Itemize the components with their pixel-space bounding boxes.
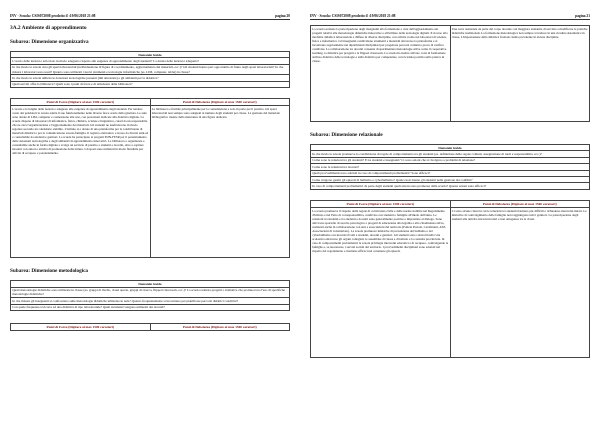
weaknesses-header: Punti di Debolezza (Digitare al max 1500 caratteri) — [450, 200, 590, 207]
page-number: pagina 21 — [575, 14, 590, 18]
guide-questions-table — [10, 51, 290, 88]
strengths-weaknesses-table — [310, 200, 590, 358]
weaknesses-text: La biblioteca e fruibile principalmente per la consultazione e solo in parte per il prestito. Gli spazi laboratoriali non sempre sono adeguati al numero degli studenti per classe. La gestione del materiale bibliografico risente della mancanza di una figura dedicata. — [150, 106, 290, 258]
running-header — [10, 14, 290, 20]
strengths-header: Punti di Forza (Digitare al max 1500 caratteri) — [311, 200, 451, 207]
guide-question: In che modo la scuola utilizza le dotazioni tecnologiche presenti (lim attrezzate) e gli ambienti per la didattica? — [11, 75, 290, 81]
guide-question: In che modo la scuola cura gli spazi laboratoriali (individuazione di figure di coordinamento, aggiornamento dei materiali, ecc.)? Gli studenti hanno pari opportunita di fruire degli spazi laboratoriali? In che misura i laboratori sono usati? Quanto sono utilizzati i nuovi strumenti e tecnologie informatiche (es. LIM, computer, tablet) in classe? — [11, 64, 290, 75]
guide-question: Come vengono gestiti gli episodi di bullismo e cyberbullismo? Quale ruolo hanno gli studenti nella gestione dei conflitti? — [311, 176, 590, 182]
strengths-header: Punti di Forza (Digitare al max 1500 caratteri) — [11, 99, 151, 106]
page-number: pagina 20 — [275, 14, 290, 18]
right-page — [300, 0, 600, 424]
header-school-info: INV - Scuola: CSIS072008 prodotto il :19/06/2018 21:08 — [10, 14, 96, 18]
strengths-text: La scuola sostiene la partecipazione degli insegnanti alla formazione e cura dell'aggiornamento sui progetti relativi alle metodologie didattiche innovative e all'utilizzo delle tecnologie digitali. Il ricorso alla modalita didattica laboratoriale e diffuso in diverse discipline, con attivita svolte nei laboratori di scienze, fisica e informatica. Gli insegnanti condividono strumenti e materiali attraverso la piattaforma e si incontrano regolarmente nei dipartimenti disciplinari per progettare percorsi comuni e prove di verifica condivise. La collaborazione tra docenti consente di sperimentare metodologie attive come il cooperative learning, la didattica per progetti e la flipped classroom. La scuola ha inoltre attivato corsi di formazione sull'uso didattico delle tecnologie e sulla didattica per competenze, con ricaduta positiva sulla pratica in classe. — [311, 26, 451, 122]
subarea-title: Subarea: Dimensione metodologica — [10, 268, 89, 275]
guide-header: Domande Guida — [11, 281, 290, 287]
guide-question: Come sono le relazioni tra docenti? — [311, 164, 590, 170]
guide-question: Come sono le relazioni tra gli studenti? E tra studenti e insegnanti? Ci sono azioni che si rivolgono a problemi di relazione? — [311, 157, 590, 163]
guide-questions-table — [310, 144, 590, 190]
guide-question: In che misura gli insegnanti si confrontano sulle metodologie didattiche utilizzate in aula? Quanto frequentemente si incontrano per pianificare percorsi didattici condivisi? — [11, 298, 290, 304]
weaknesses-header: Punti di Debolezza (Digitare al max 1500 caratteri) — [150, 323, 290, 330]
section-title: 3A.2 Ambiente di apprendimento — [10, 25, 87, 31]
subarea-title: Subarea: Dimensione organizzativa — [10, 39, 89, 45]
guide-question: Quali servizi offre la biblioteca? Quali sono i punti di forza e di debolezza della biblioteca? — [11, 81, 290, 87]
strengths-text: La scuola promuove il rispetto delle regole di convivenza civile e delle norme stabilite nel Regolamento d'Istituto e nel Patto di corresponsabilita, condiviso con studenti e famiglie all'inizio dell'anno. Le relazioni tra studenti e tra studenti e docenti sono generalmente positive e improntate al dialogo. Sono attivi uno sportello di ascolto psicologico e progetti di educazione alla legalita e alla cittadinanza attiva, realizzati anche in collaborazione con enti e associazioni del territorio (Polizia Postale, Carabinieri, ASP, Associazioni di volontariato). La scuola promuove iniziative di prevenzione del bullismo e del cyberbullismo con incontri rivolti a studenti, docenti e genitori. Gli studenti sono coinvolti nella vita scolastica attraverso gli organi collegiali, le assemblee di classe e di istituto e la consulta provinciale. In caso di comportamenti problematici la scuola privilegia interventi educativi e di recupero, coinvolgendo le famiglie e, se necessario, i servizi sociali del territorio. I provvedimenti disciplinari sono adottati nel rispetto del regolamento e risultano efficaci nel contenere gli episodi. — [311, 207, 451, 357]
guide-header: Domande Guida — [311, 145, 590, 151]
strengths-weaknesses-table — [10, 323, 290, 331]
guide-question: In che modo la scuola promuove la condivisione di regole di comportamento tra gli studenti (es. definizione delle regole comuni, assegnazione di ruoli e responsabilita, ecc.)? — [311, 151, 590, 157]
strengths-header: Punti di Forza (Digitare al max 1500 caratteri) — [11, 323, 151, 330]
guide-question: Quali provvedimenti sono adottati in caso di comportamenti problematici? Sono efficaci? — [311, 170, 590, 176]
header-school-info: INV - Scuola: CSIS072008 prodotto il :19/06/2018 21:08 — [310, 14, 396, 18]
weaknesses-text: Ci sono alcune classi in cui le relazioni tra studenti risultano piu difficili e richiedono interventi mirati. Le iniziative di coinvolgimento delle famiglie non raggiungono tutti i genitori. La partecipazione degli studenti alle attivita extracurricolari e non omogenea tra le classi. — [450, 207, 590, 357]
guide-header: Domande Guida — [11, 52, 290, 58]
guide-question: In caso di comportamenti problematici da parte degli studenti quali azioni sono promosse dalla scuola? Queste azioni sono efficaci? — [311, 183, 590, 189]
strengths-text: L'orario e le lunghe delle lezioni e adeguato alle esigenze di apprendimento degli studenti. Per tendere conto dei pendolari la scuola adatta il suo funzionamento nelle diverse fasce orarie della giornata. Le aule sono dotate di LIM, computer e connessione alla rete, con postazioni dedicate alla didattica digitale. La scuola dispone di laboratori di informatica, fisica, chimica, scienze e linguistico, curati da un responsabile che ne cura l'organizzazione e l'aggiornamento dei materiali. Gli studenti ne usufruiscono in modo regolare secondo un calendario stabilito. L'istituto si e dotato di una piattaforma per la condivisione di materiali didattici e per la comunicazione scuola-famiglia. Il registro elettronico e in uso da diversi anni ed e consultabile da studenti e genitori. La scuola ha partecipato ai progetti PON-FESR per il potenziamento delle dotazioni tecnologiche e degli ambienti di apprendimento innovativi. La biblioteca e organizzata e consultabile anche in forma digitale e svolge un servizio di prestito a studenti e docenti, oltre a ospitare incontri con autori e attivita di promozione della lettura. Gli spazi sono utilizzati in modo flessibile per attivita di recupero e potenziamento. — [11, 106, 151, 258]
guide-question: Quali metodologie didattiche sono utilizzate in classe (es. gruppi di livello, classi aperte, gruppi di ricerca, flipped classroom, ecc.)? La scuola realizza progetti o iniziative che promuovono l'uso di specifiche metodologie didattiche? — [11, 287, 290, 298]
weaknesses-text: Una certa resistenza da parte del corpo docente con maggiore anzianita di servizio a modificare le pratiche didattiche tradizionali. La formazione metodologica non sempre si traduce in una ricaduta sistematica in classe. L'impostazione della didattica frontale risulta prevalente in alcune discipline. — [450, 26, 590, 122]
guide-question: L'orario delle lezioni e articolato in modo adeguato rispetto alle esigenze di apprendimento degli studenti? La durata delle lezioni e adeguata? — [11, 58, 290, 64]
guide-questions-table — [10, 280, 290, 311]
weaknesses-header: Punti di Debolezza (Digitare al max 1500 caratteri) — [150, 99, 290, 106]
strengths-weaknesses-continued — [310, 25, 590, 122]
guide-question: Con quale frequenza si ricorre ad una didattica di tipo laboratoriale? Quali strumenti vengono utilizzati dai docenti? — [11, 304, 290, 310]
strengths-weaknesses-table — [10, 98, 290, 258]
subarea-title: Subarea: Dimensione relazionale — [310, 132, 383, 138]
running-header — [310, 14, 590, 20]
